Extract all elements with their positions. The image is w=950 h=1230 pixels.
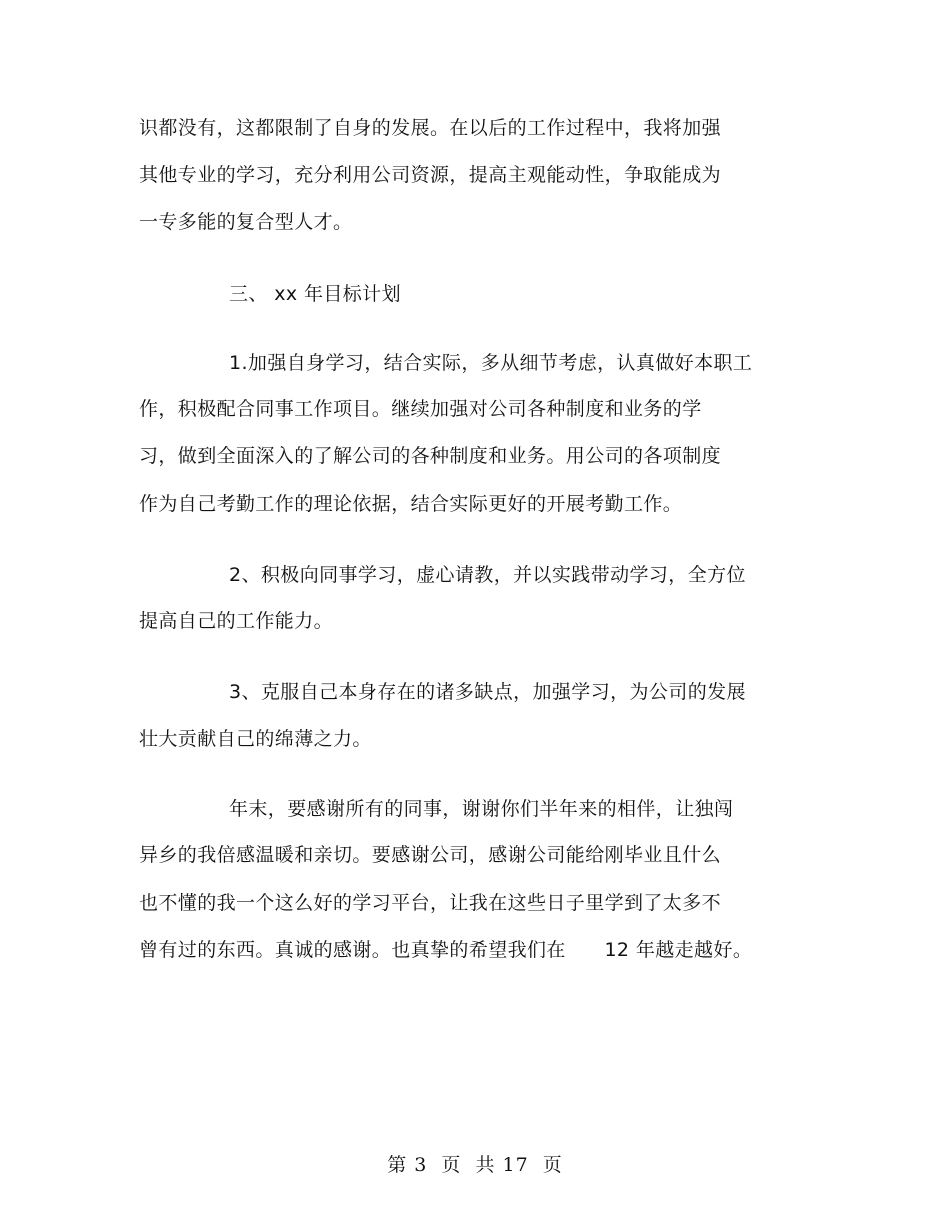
paragraph-line: 2、积极向同事学习，虚心请教，并以实践带动学习，全方位 (229, 564, 746, 586)
paragraph-line: 3、克服自己本身存在的诸多缺点，加强学习，为公司的发展 (229, 681, 746, 703)
paragraph-line: 一专多能的复合型人才。 (139, 211, 353, 233)
paragraph-line: 作，积极配合同事工作项目。继续加强对公司各种制度和业务的学 (139, 398, 702, 420)
paragraph-line: 1.加强自身学习，结合实际，多从细节考虑，认真做好本职工 (229, 352, 753, 374)
paragraph-line: 习，做到全面深入的了解公司的各种制度和业务。用公司的各项制度 (139, 445, 722, 467)
paragraph-line: 识都没有，这都限制了自身的发展。在以后的工作过程中，我将加强 (139, 117, 722, 139)
section-heading: 三、 xx 年目标计划 (229, 283, 401, 305)
paragraph-line: 曾有过的东西。真诚的感谢。也真挚的希望我们在 12 年越走越好。 (139, 939, 753, 961)
paragraph-line: 作为自己考勤工作的理论依据，结合实际更好的开展考勤工作。 (139, 493, 683, 515)
page-number-footer: 第 3 页 共 17 页 (387, 1154, 563, 1176)
paragraph-line: 也不懂的我一个这么好的学习平台，让我在这些日子里学到了太多不 (139, 892, 722, 914)
paragraph-line: 异乡的我倍感温暖和亲切。要感谢公司，感谢公司能给刚毕业且什么 (139, 844, 722, 866)
paragraph-line: 壮大贡献自己的绵薄之力。 (139, 728, 372, 750)
paragraph-line: 年末，要感谢所有的同事，谢谢你们半年来的相伴，让独闯 (229, 798, 734, 820)
paragraph-line: 其他专业的学习，充分利用公司资源，提高主观能动性，争取能成为 (139, 164, 722, 186)
paragraph-line: 提高自己的工作能力。 (139, 610, 334, 632)
